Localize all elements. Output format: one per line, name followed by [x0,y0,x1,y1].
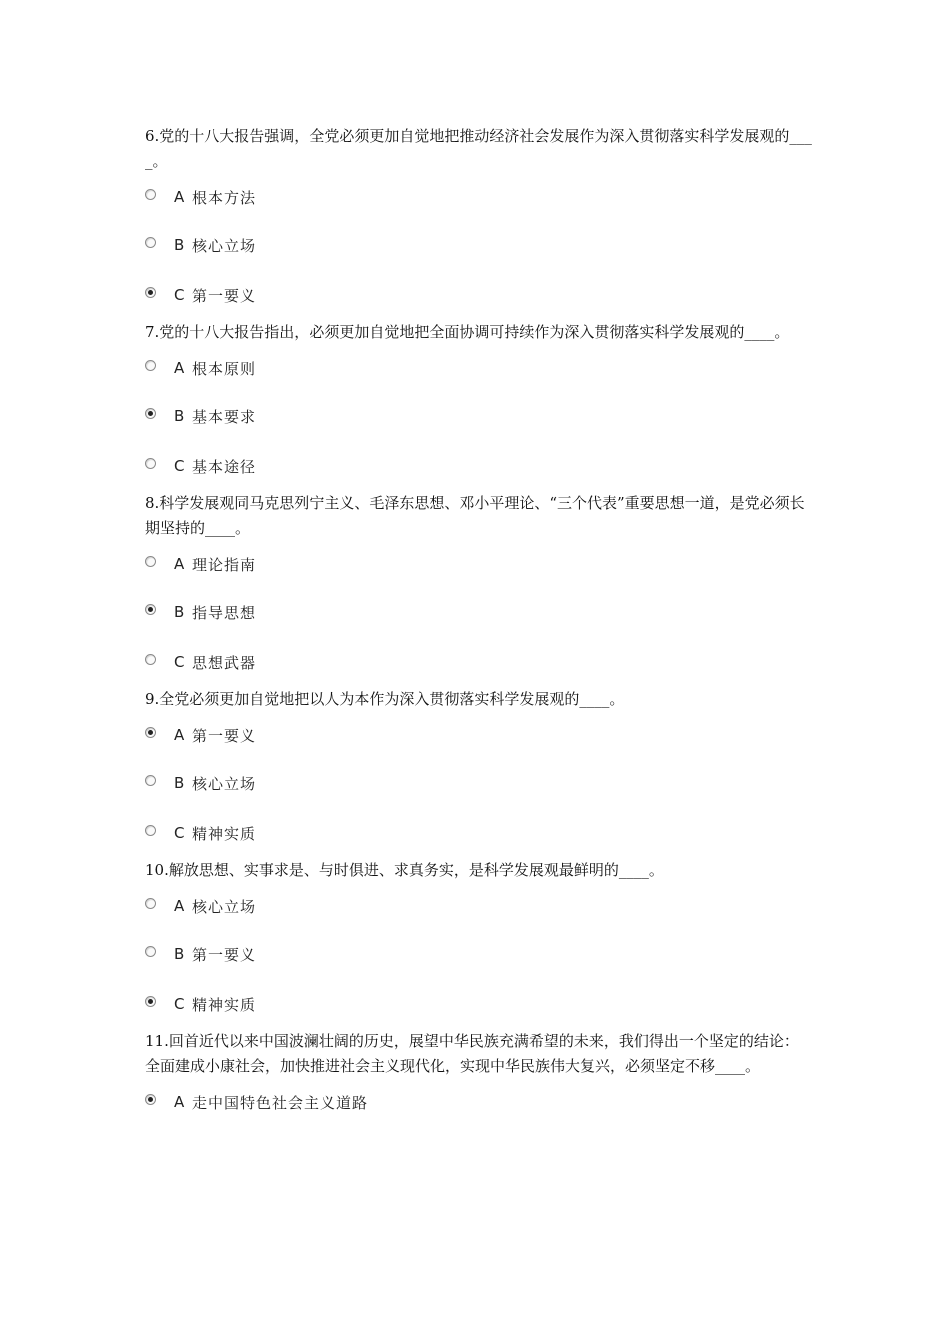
option-text: 精神实质 [192,824,257,843]
answer-option[interactable] [145,758,813,808]
answer-option[interactable] [145,345,813,391]
option-letter: A [174,726,185,744]
question-item [145,1029,813,1125]
option-text: 第一要义 [192,945,257,964]
option-text: 第一要义 [192,726,257,745]
quiz-page [145,124,813,1125]
option-list [145,541,813,687]
option-letter: C [174,286,185,304]
answer-option[interactable] [145,979,813,1029]
option-list [145,174,813,320]
option-text: 基本途径 [192,457,257,476]
question-item [145,858,813,1029]
question-text: 6.党的十八大报告强调，全党必须更加自觉地把推动经济社会发展作为深入贯彻落实科学发展观的____。 [145,127,812,170]
answer-option[interactable] [145,929,813,979]
question-text: 10.解放思想、实事求是、与时俱进、求真务实，是科学发展观最鲜明的____。 [145,861,664,879]
radio-unchecked-icon[interactable] [145,458,156,469]
radio-unchecked-icon[interactable] [145,825,156,836]
option-text: 核心立场 [192,774,257,793]
radio-unchecked-icon[interactable] [145,360,156,371]
answer-option[interactable] [145,808,813,858]
answer-option[interactable] [145,441,813,491]
answer-option[interactable] [145,883,813,929]
radio-unchecked-icon[interactable] [145,775,156,786]
option-letter: C [174,653,185,671]
question-item [145,124,813,320]
option-text: 走中国特色社会主义道路 [192,1093,369,1112]
option-letter: B [174,945,185,963]
option-letter: A [174,1093,185,1111]
option-letter: C [174,824,185,842]
radio-unchecked-icon[interactable] [145,189,156,200]
radio-checked-icon[interactable] [145,996,156,1007]
option-text: 核心立场 [192,897,257,916]
answer-option[interactable] [145,391,813,441]
option-text: 根本原则 [192,359,257,378]
answer-option[interactable] [145,541,813,587]
option-text: 指导思想 [192,603,257,622]
radio-unchecked-icon[interactable] [145,654,156,665]
option-list [145,345,813,491]
option-text: 理论指南 [192,555,257,574]
answer-option[interactable] [145,587,813,637]
option-list [145,883,813,1029]
option-letter: A [174,897,185,915]
option-letter: C [174,457,185,475]
option-text: 思想武器 [192,653,257,672]
answer-option[interactable] [145,1079,813,1125]
question-text: 8.科学发展观同马克思列宁主义、毛泽东思想、邓小平理论、“三个代表”重要思想一道，是党必须长期坚持的____。 [145,494,805,537]
option-letter: A [174,359,185,377]
radio-checked-icon[interactable] [145,408,156,419]
radio-unchecked-icon[interactable] [145,556,156,567]
radio-unchecked-icon[interactable] [145,898,156,909]
radio-unchecked-icon[interactable] [145,237,156,248]
option-letter: C [174,995,185,1013]
radio-checked-icon[interactable] [145,287,156,298]
option-letter: B [174,774,185,792]
option-text: 精神实质 [192,995,257,1014]
radio-checked-icon[interactable] [145,604,156,615]
option-list [145,712,813,858]
answer-option[interactable] [145,220,813,270]
question-item [145,320,813,491]
option-text: 基本要求 [192,407,257,426]
question-text: 11.回首近代以来中国波澜壮阔的历史，展望中华民族充满希望的未来，我们得出一个坚定的结论：全面建成小康社会，加快推进社会主义现代化，实现中华民族伟大复兴，必须坚定不移____。 [145,1032,799,1075]
option-letter: A [174,555,185,573]
option-letter: A [174,188,185,206]
answer-option[interactable] [145,270,813,320]
radio-unchecked-icon[interactable] [145,946,156,957]
option-text: 根本方法 [192,188,257,207]
answer-option[interactable] [145,712,813,758]
option-letter: B [174,407,185,425]
question-item [145,687,813,858]
radio-checked-icon[interactable] [145,1094,156,1105]
question-text: 7.党的十八大报告指出，必须更加自觉地把全面协调可持续作为深入贯彻落实科学发展观的____。 [145,323,790,341]
option-text: 核心立场 [192,236,257,255]
answer-option[interactable] [145,174,813,220]
answer-option[interactable] [145,637,813,687]
option-text: 第一要义 [192,286,257,305]
option-list [145,1079,813,1125]
question-text: 9.全党必须更加自觉地把以人为本作为深入贯彻落实科学发展观的____。 [145,690,625,708]
option-letter: B [174,236,185,254]
radio-checked-icon[interactable] [145,727,156,738]
question-item [145,491,813,687]
option-letter: B [174,603,185,621]
